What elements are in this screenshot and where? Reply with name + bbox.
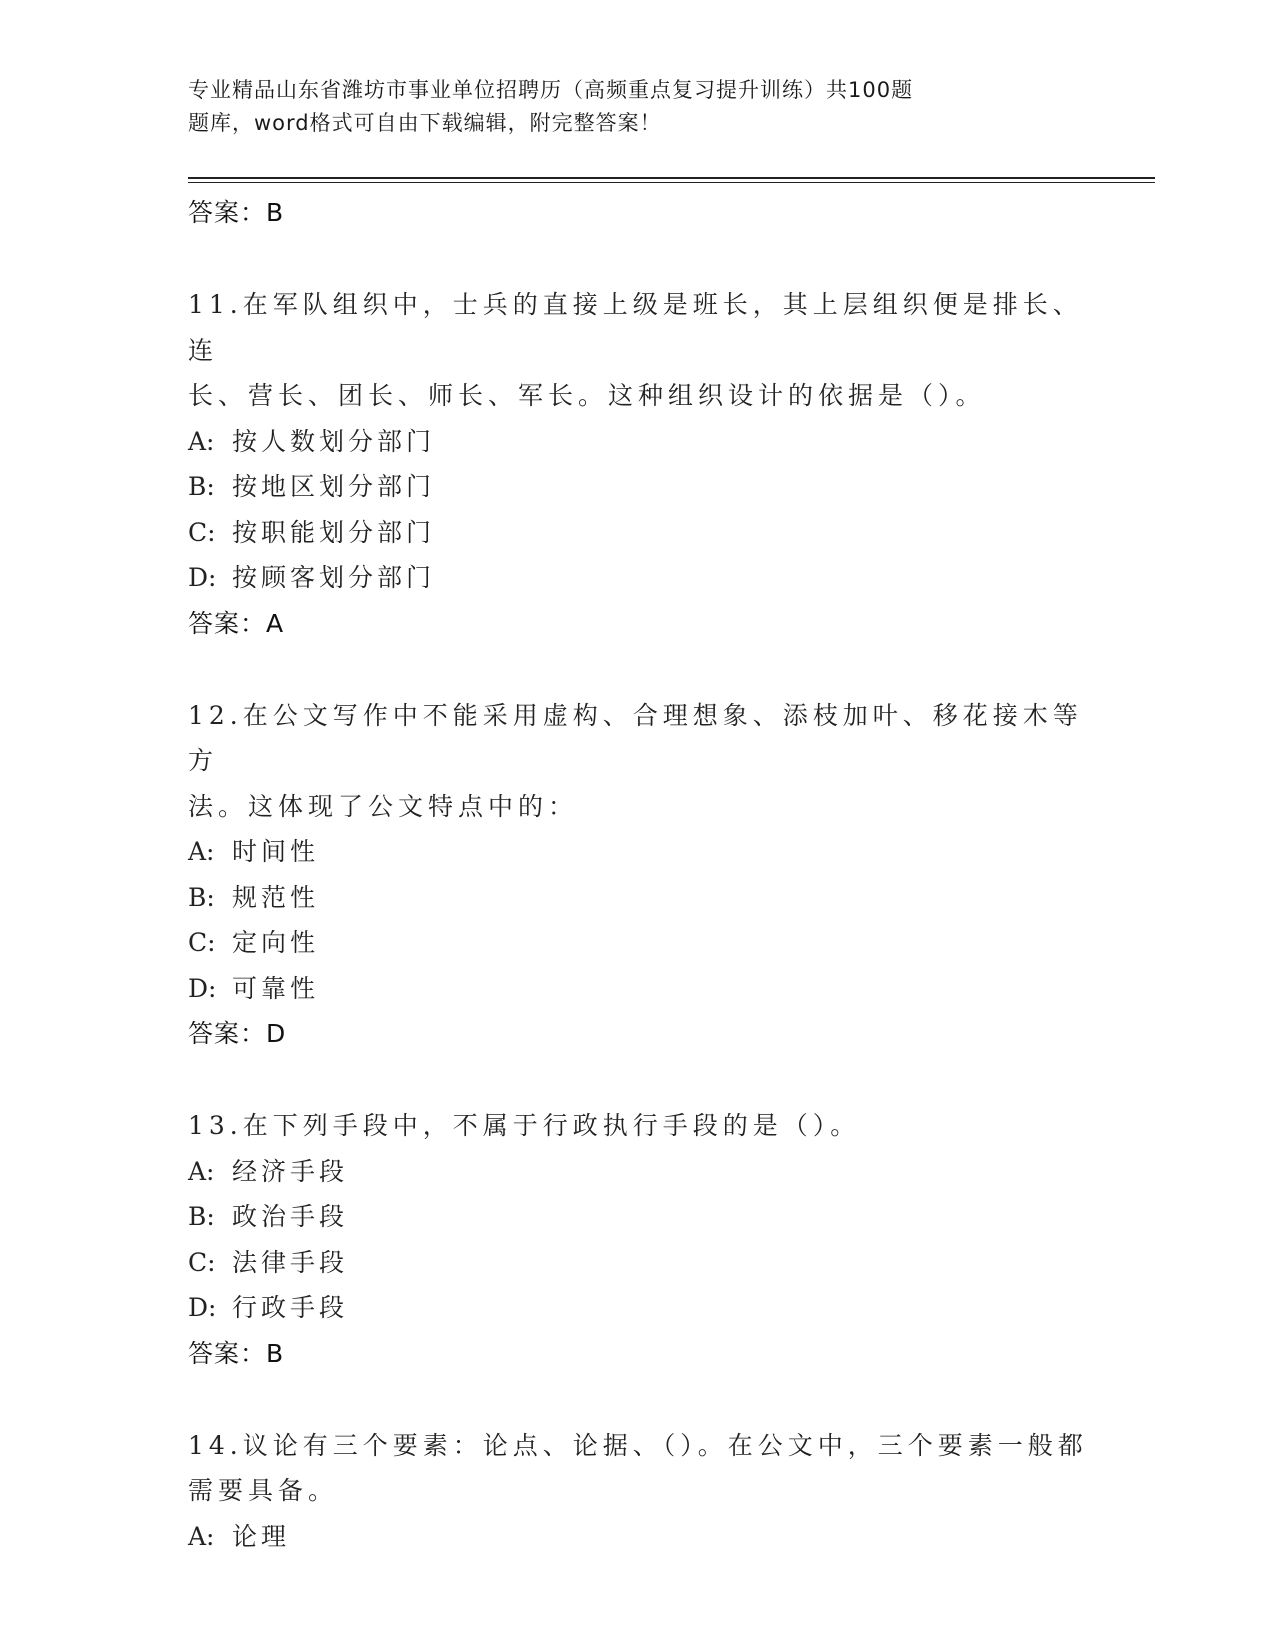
option-a [188, 1149, 1088, 1195]
option-text: 论理 [232, 1521, 291, 1551]
option-c [188, 510, 1088, 556]
option-a [188, 419, 1088, 465]
question-stem-continued: 法。这体现了公文特点中的： [188, 791, 579, 821]
option-letter: D: [188, 973, 217, 1003]
option-text: 可靠性 [232, 973, 320, 1003]
option-letter: D: [188, 563, 217, 592]
option-text: 法律手段 [232, 1247, 349, 1277]
option-a [188, 1514, 1088, 1560]
option-text: 规范性 [232, 882, 320, 912]
option-c [188, 920, 1088, 966]
answer-line: 答案：B [188, 1338, 285, 1368]
option-text: 按人数划分部门 [232, 426, 436, 456]
option-text: 按顾客划分部门 [232, 563, 436, 592]
question-stem: 12.在公文写作中不能采用虚构、合理想象、添枝加叶、移花接木等方 [188, 700, 1083, 775]
answer-line: 答案：B [188, 198, 285, 227]
option-text: 政治手段 [232, 1202, 349, 1231]
option-letter: B: [188, 882, 215, 912]
question-13 [188, 1103, 1088, 1377]
question-11 [188, 282, 1088, 647]
option-text: 按地区划分部门 [232, 472, 436, 501]
option-letter: D: [188, 1293, 217, 1322]
header-divider-thick [188, 177, 1155, 179]
option-c [188, 1240, 1088, 1286]
question-stem: 13.在下列手段中，不属于行政执行手段的是（）。 [188, 1111, 861, 1140]
header-line-1: 专业精品山东省潍坊市事业单位招聘历（高频重点复习提升训练）共100题 [188, 78, 914, 102]
option-letter: A: [188, 426, 215, 456]
option-text: 时间性 [232, 837, 320, 866]
option-b [188, 1194, 1088, 1240]
question-14 [188, 1423, 1088, 1560]
option-d [188, 966, 1088, 1012]
question-stem: 14.议论有三个要素：论点、论据、（）。在公文中，三个要素一般都 [188, 1430, 1088, 1460]
option-letter: C: [188, 928, 216, 957]
option-letter: C: [188, 517, 216, 547]
option-text: 经济手段 [232, 1156, 349, 1186]
option-letter: A: [188, 1521, 215, 1551]
header-line-2: 题库，word格式可自由下载编辑，附完整答案！ [188, 111, 662, 135]
option-text: 按职能划分部门 [232, 517, 436, 547]
option-b [188, 464, 1088, 510]
option-letter: B: [188, 472, 215, 501]
option-letter: B: [188, 1202, 215, 1231]
option-a [188, 829, 1088, 875]
answer-line: 答案：A [188, 608, 285, 638]
answer-line: 答案：D [188, 1019, 287, 1048]
option-letter: A: [188, 837, 215, 866]
option-text: 定向性 [232, 928, 320, 957]
question-12 [188, 693, 1088, 1058]
option-b [188, 875, 1088, 921]
option-letter: A: [188, 1156, 215, 1186]
question-list [188, 190, 1088, 1559]
option-text: 行政手段 [232, 1293, 349, 1322]
question-stem-continued: 需要具备。 [188, 1476, 339, 1505]
document-header [188, 74, 1008, 140]
option-letter: C: [188, 1247, 216, 1277]
question-stem: 11.在军队组织中，士兵的直接上级是班长，其上层组织便是排长、连 [188, 290, 1083, 365]
option-d [188, 555, 1088, 601]
header-divider-thin [188, 182, 1155, 183]
question-stem-continued: 长、营长、团长、师长、军长。这种组织设计的依据是（）。 [188, 381, 986, 410]
option-d [188, 1285, 1088, 1331]
